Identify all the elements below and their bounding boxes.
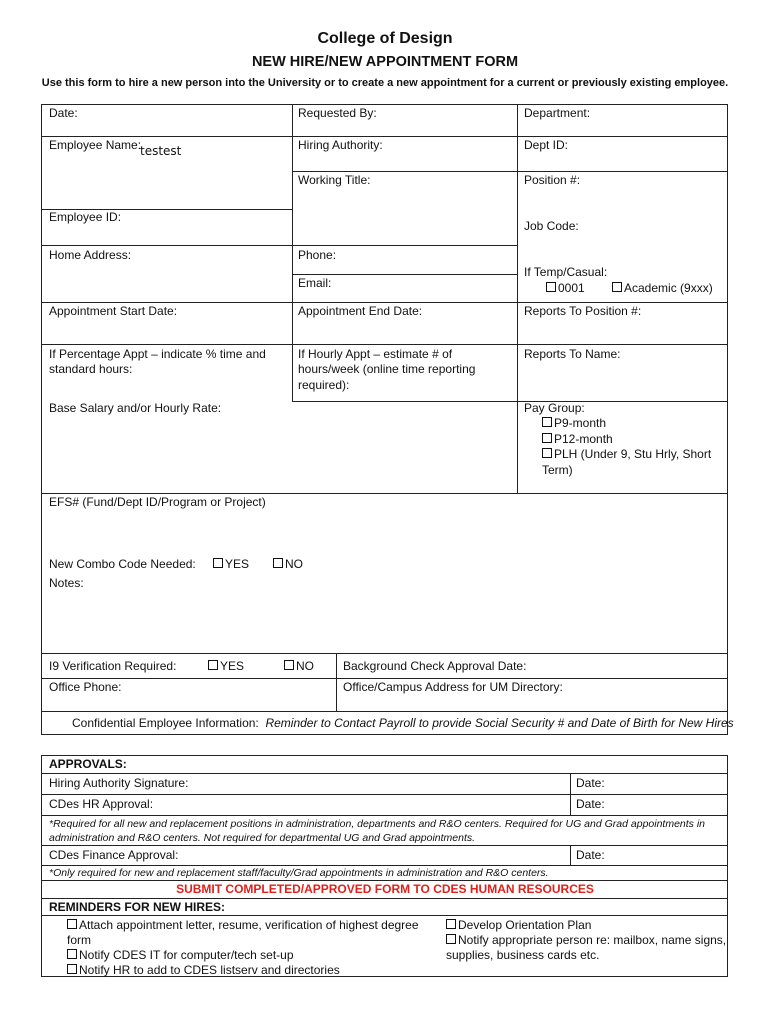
employee-id-label[interactable]: Employee ID: — [49, 210, 122, 224]
checkbox-icon — [446, 934, 456, 944]
submit-instruction: SUBMIT COMPLETED/APPROVED FORM TO CDES HUMAN RESOURCES — [176, 882, 594, 896]
approval-note-2: *Only required for new and replacement staff/faculty/Grad appointments in administration and R&O centers. — [49, 867, 549, 879]
checkbox-icon — [612, 282, 622, 292]
pay-group-label: Pay Group: — [524, 401, 585, 415]
hourly-appt-label-1[interactable]: If Hourly Appt – estimate # of — [298, 347, 453, 361]
combo-yes-checkbox[interactable]: YES — [213, 557, 249, 573]
reminder-hr-checkbox[interactable]: Notify HR to add to CDES listserv and directories — [67, 963, 340, 979]
checkbox-icon — [67, 964, 77, 974]
reminder-attach-checkbox[interactable]: Attach appointment letter, resume, verification of highest degree — [67, 918, 419, 934]
email-label[interactable]: Email: — [298, 276, 332, 290]
reports-to-name-label[interactable]: Reports To Name: — [524, 347, 621, 361]
checkbox-icon — [67, 919, 77, 929]
i9-no-checkbox[interactable]: NO — [284, 659, 314, 675]
finance-approval-date[interactable]: Date: — [576, 848, 605, 862]
efs-label[interactable]: EFS# (Fund/Dept ID/Program or Project) — [49, 495, 266, 509]
checkbox-icon — [273, 558, 283, 568]
i9-label: I9 Verification Required: — [49, 659, 177, 673]
reminder-it-checkbox[interactable]: Notify CDES IT for computer/tech set-up — [67, 948, 294, 964]
hourly-appt-label-2: hours/week (online time reporting — [298, 362, 476, 376]
pay-p9-checkbox[interactable]: P9-month — [542, 416, 606, 432]
form-title: NEW HIRE/NEW APPOINTMENT FORM — [251, 54, 519, 70]
employee-name-field[interactable]: testest — [140, 144, 182, 158]
reminder-attach-label-2: form — [67, 933, 91, 947]
pct-appt-label-1[interactable]: If Percentage Appt – indicate % time and — [49, 347, 266, 361]
hiring-signature-date[interactable]: Date: — [576, 776, 605, 790]
position-number-label[interactable]: Position #: — [524, 173, 581, 187]
checkbox-icon — [208, 660, 218, 670]
temp-academic-checkbox[interactable]: Academic (9xxx) — [612, 281, 713, 297]
job-code-label[interactable]: Job Code: — [524, 219, 579, 233]
checkbox-icon — [542, 433, 552, 443]
working-title-label[interactable]: Working Title: — [298, 173, 371, 187]
checkbox-icon — [446, 919, 456, 929]
pay-plh-checkbox[interactable]: PLH (Under 9, Stu Hrly, Short — [542, 447, 711, 463]
checkbox-icon — [546, 282, 556, 292]
date-label[interactable]: Date: — [49, 106, 78, 120]
hr-approval-date[interactable]: Date: — [576, 797, 605, 811]
pay-p12-checkbox[interactable]: P12-month — [542, 432, 613, 448]
hiring-authority-label[interactable]: Hiring Authority: — [298, 138, 383, 152]
phone-label[interactable]: Phone: — [298, 248, 337, 262]
hr-approval-label[interactable]: CDes HR Approval: — [49, 797, 154, 811]
checkbox-icon — [67, 949, 77, 959]
office-phone-label[interactable]: Office Phone: — [49, 680, 122, 694]
combo-no-checkbox[interactable]: NO — [273, 557, 303, 573]
confidential-info: Confidential Employee Information: Reminder to Contact Payroll to provide Social Security # and Date of Birth for New Hires — [72, 716, 734, 730]
i9-yes-checkbox[interactable]: YES — [208, 659, 244, 675]
reports-to-position-label[interactable]: Reports To Position #: — [524, 304, 642, 318]
temp-0001-checkbox[interactable]: 0001 — [546, 281, 585, 297]
hiring-signature-label[interactable]: Hiring Authority Signature: — [49, 776, 189, 790]
approval-note-1b: administration and R&O centers. Not required for departmental UG and Grad appointments. — [49, 832, 476, 844]
home-address-label[interactable]: Home Address: — [49, 248, 132, 262]
reminder-notify-label-2: supplies, business cards etc. — [446, 948, 600, 962]
notes-label[interactable]: Notes: — [49, 576, 84, 590]
college-title: College of Design — [317, 30, 453, 47]
office-address-label[interactable]: Office/Campus Address for UM Directory: — [343, 680, 563, 694]
department-label[interactable]: Department: — [524, 106, 591, 120]
checkbox-icon — [213, 558, 223, 568]
background-check-label[interactable]: Background Check Approval Date: — [343, 659, 527, 673]
base-salary-label[interactable]: Base Salary and/or Hourly Rate: — [49, 401, 222, 415]
pay-plh-label-2: Term) — [542, 463, 573, 477]
hourly-appt-label-3: required): — [298, 378, 350, 392]
dept-id-label[interactable]: Dept ID: — [524, 138, 569, 152]
approval-note-1a: *Required for all new and replacement positions in administration, departments and R&O centers. Required for UG and Grad appointments in — [49, 818, 706, 830]
reminder-orientation-checkbox[interactable]: Develop Orientation Plan — [446, 918, 591, 934]
temp-casual-label: If Temp/Casual: — [524, 265, 608, 279]
checkbox-icon — [542, 417, 552, 427]
form-intro: Use this form to hire a new person into the University or to create a new appointment for a current or previously existing employee. — [41, 77, 729, 89]
requested-by-label[interactable]: Requested By: — [298, 106, 377, 120]
pct-appt-label-2: standard hours: — [49, 362, 133, 376]
employee-name-label: Employee Name: — [49, 138, 142, 152]
reminders-heading: REMINDERS FOR NEW HIRES: — [49, 900, 226, 914]
appt-end-label[interactable]: Appointment End Date: — [298, 304, 423, 318]
checkbox-icon — [284, 660, 294, 670]
combo-code-label: New Combo Code Needed: — [49, 557, 196, 571]
finance-approval-label[interactable]: CDes Finance Approval: — [49, 848, 179, 862]
appt-start-label[interactable]: Appointment Start Date: — [49, 304, 178, 318]
checkbox-icon — [542, 448, 552, 458]
reminder-notify-checkbox[interactable]: Notify appropriate person re: mailbox, name signs, — [446, 933, 726, 949]
approvals-heading: APPROVALS: — [49, 757, 127, 771]
